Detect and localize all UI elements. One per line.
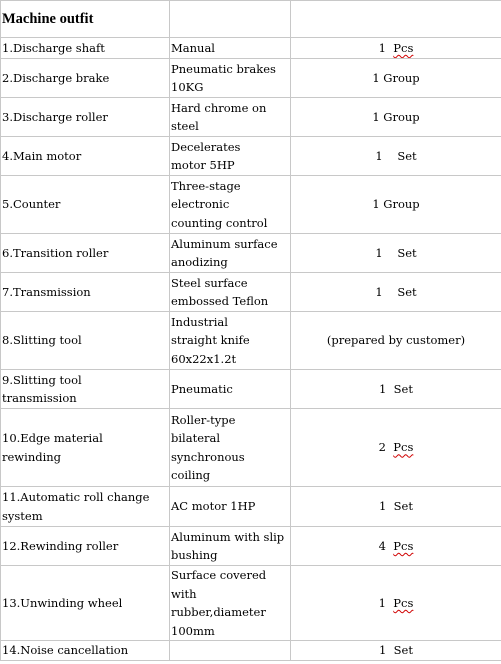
item-spec: Hard chrome on steel bbox=[170, 98, 291, 137]
item-quantity bbox=[291, 98, 501, 137]
quantity-value: 1 bbox=[379, 499, 394, 514]
quantity-value: 1 bbox=[372, 70, 384, 85]
item-name: 5.Counter bbox=[1, 176, 170, 234]
table-row bbox=[1, 370, 501, 409]
quantity-unit: Group bbox=[383, 197, 420, 212]
item-spec: Three-stage electronic counting control bbox=[170, 176, 291, 234]
item-name: 8.Slitting tool bbox=[1, 312, 170, 370]
quantity-unit: Pcs bbox=[393, 40, 414, 55]
quantity-unit: Set bbox=[397, 148, 417, 163]
item-spec: Pneumatic brakes 10KG bbox=[170, 59, 291, 98]
quantity-unit: Pcs bbox=[393, 440, 414, 455]
quantity-value: 1 bbox=[379, 643, 394, 658]
item-quantity bbox=[291, 273, 501, 312]
item-name: 14.Noise cancellation bbox=[1, 641, 170, 661]
item-name: 6.Transition roller bbox=[1, 234, 170, 273]
item-spec: Industrial straight knife 60x22x1.2t bbox=[170, 312, 291, 370]
table-row bbox=[1, 409, 501, 487]
item-spec: AC motor 1HP bbox=[170, 487, 291, 527]
table-row bbox=[1, 98, 501, 137]
table-header-row bbox=[1, 1, 501, 38]
quantity-value: 1 bbox=[375, 245, 398, 260]
item-name: 13.Unwinding wheel bbox=[1, 566, 170, 641]
item-spec: Aluminum with slip bushing bbox=[170, 527, 291, 566]
table-row bbox=[1, 566, 501, 641]
quantity-unit: Pcs bbox=[393, 538, 414, 553]
item-quantity bbox=[291, 137, 501, 176]
table-row bbox=[1, 38, 501, 59]
quantity-unit: Group bbox=[383, 109, 420, 124]
table-row bbox=[1, 176, 501, 234]
empty-cell bbox=[170, 1, 291, 38]
table-row bbox=[1, 234, 501, 273]
item-quantity bbox=[291, 59, 501, 98]
item-quantity bbox=[291, 566, 501, 641]
table-row bbox=[1, 527, 501, 566]
table-row bbox=[1, 487, 501, 527]
item-spec: Steel surface embossed Teflon bbox=[170, 273, 291, 312]
item-name: 11.Automatic roll change system bbox=[1, 487, 170, 527]
item-name: 12.Rewinding roller bbox=[1, 527, 170, 566]
quantity-value: 1 bbox=[378, 595, 394, 610]
quantity-unit: Set bbox=[397, 284, 417, 299]
empty-cell bbox=[291, 1, 501, 38]
item-name: 10.Edge material rewinding bbox=[1, 409, 170, 487]
quantity-unit: Pcs bbox=[393, 595, 414, 610]
table-row bbox=[1, 273, 501, 312]
quantity-unit: Set bbox=[393, 381, 413, 396]
item-name: 1.Discharge shaft bbox=[1, 38, 170, 59]
quantity-value: 4 bbox=[378, 538, 394, 553]
item-name: 4.Main motor bbox=[1, 137, 170, 176]
quantity-value: 1 bbox=[379, 381, 394, 396]
item-quantity bbox=[291, 487, 501, 527]
quantity-value: 1 bbox=[372, 109, 384, 124]
table-title: Machine outfit bbox=[1, 1, 170, 38]
item-spec: Aluminum surface anodizing bbox=[170, 234, 291, 273]
item-spec: Decelerates motor 5HP bbox=[170, 137, 291, 176]
item-quantity bbox=[291, 312, 501, 370]
quantity-unit: Set bbox=[397, 245, 417, 260]
item-name: 7.Transmission bbox=[1, 273, 170, 312]
item-name: 3.Discharge roller bbox=[1, 98, 170, 137]
quantity-unit: Set bbox=[393, 499, 413, 514]
quantity-value: 1 bbox=[372, 197, 384, 212]
item-quantity bbox=[291, 370, 501, 409]
item-quantity bbox=[291, 176, 501, 234]
quantity-value: (prepared by customer) bbox=[326, 333, 466, 348]
quantity-unit: Group bbox=[383, 70, 420, 85]
item-spec bbox=[170, 641, 291, 661]
table-row bbox=[1, 641, 501, 661]
quantity-value: 1 bbox=[375, 148, 398, 163]
table-row bbox=[1, 137, 501, 176]
item-quantity bbox=[291, 527, 501, 566]
quantity-value: 2 bbox=[378, 440, 394, 455]
item-quantity bbox=[291, 641, 501, 661]
item-spec: Manual bbox=[170, 38, 291, 59]
item-quantity bbox=[291, 409, 501, 487]
quantity-value: 1 bbox=[378, 40, 394, 55]
item-spec: Roller-type bilateral synchronous coiling bbox=[170, 409, 291, 487]
item-quantity bbox=[291, 234, 501, 273]
table-row bbox=[1, 59, 501, 98]
item-spec: Surface covered with rubber,diameter 100mm bbox=[170, 566, 291, 641]
table-row bbox=[1, 312, 501, 370]
quantity-value: 1 bbox=[375, 284, 398, 299]
item-quantity bbox=[291, 38, 501, 59]
quantity-unit: Set bbox=[393, 643, 413, 658]
item-name: 2.Discharge brake bbox=[1, 59, 170, 98]
item-name: 9.Slitting tool transmission bbox=[1, 370, 170, 409]
item-spec: Pneumatic bbox=[170, 370, 291, 409]
